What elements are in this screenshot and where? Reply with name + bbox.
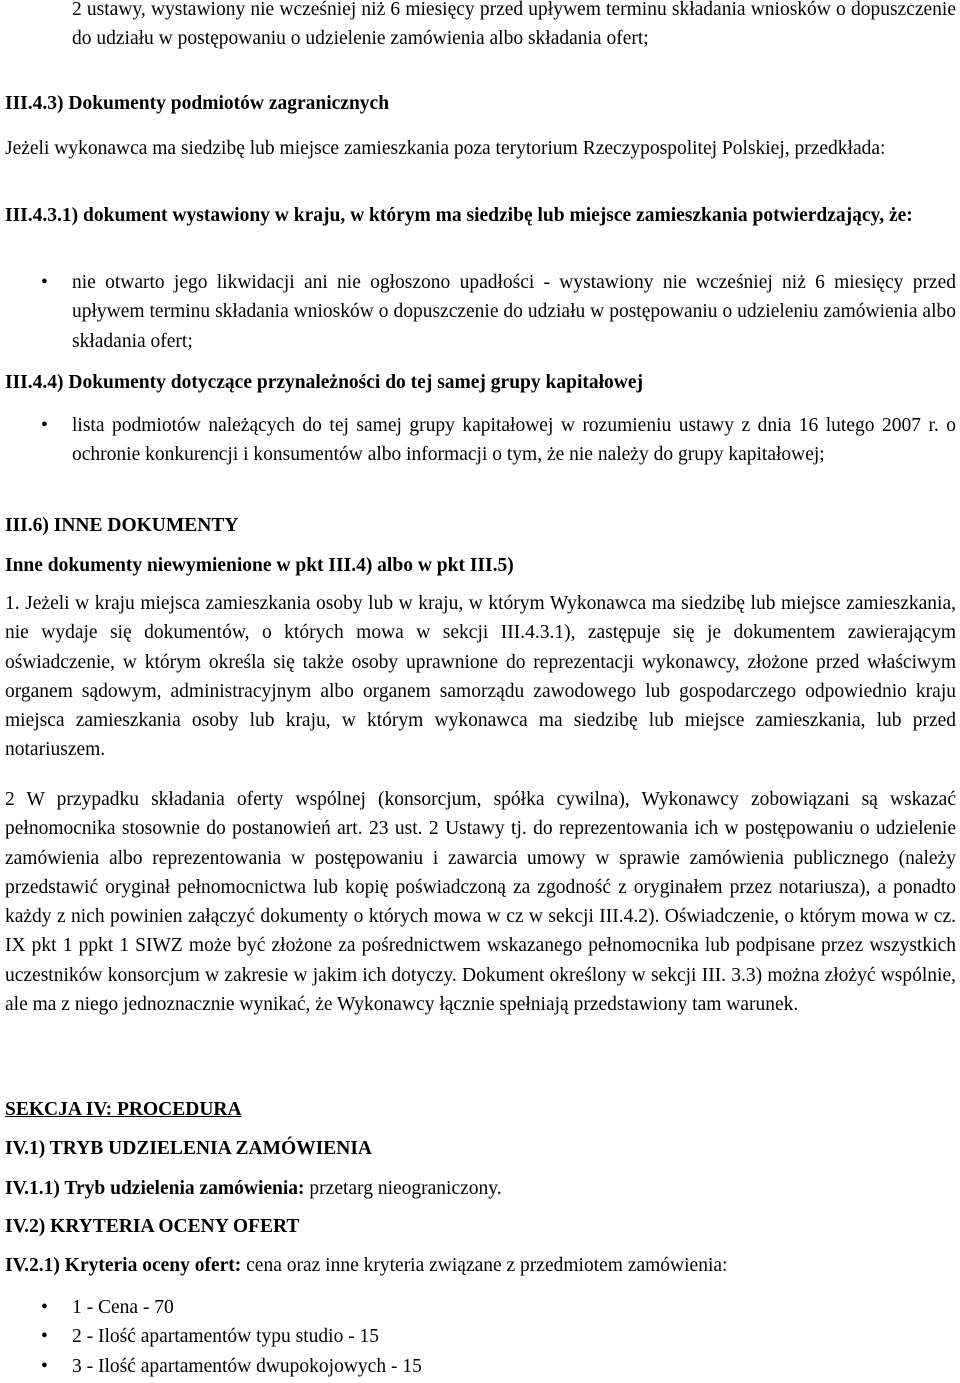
criteria-list (5, 1293, 956, 1381)
sub-heading-iii-4-3-1: III.4.3.1) dokument wystawiony w kraju, w którym ma siedzibę lub miejsce zamieszkania potwierdzający, że: (5, 205, 913, 226)
bullet-list-iii-4-4 (5, 411, 956, 470)
label-iv-2-1: IV.2.1) Kryteria oceny ofert: (5, 1255, 242, 1276)
section-heading-iii-4-3: III.4.3) Dokumenty podmiotów zagranicznych (5, 93, 390, 114)
paragraph-point-1: 1. Jeżeli w kraju miejsca zamieszkania osoby lub w kraju, w którym Wykonawca ma siedzibę lub miejsce zamieszkania, nie wydaje się dokumentów, o których mowa w sekcji III.4.3.1), zastępuje się je dokumentem zawierającym oświadczenie, w którym określa się także osoby uprawnione do reprezentacji wykonawcy, złożone przed właściwym organem sądowym, administracyjnym albo organem samorządu zawodowego lub gospodarczego odpowiednio kraju miejsca zamieszkania osoby lub kraju, w którym wykonawca ma siedzibę lub miejsce zamieszkania, lub przed notariuszem. (5, 593, 956, 761)
value-iv-1-1: przetarg nieograniczony. (304, 1178, 502, 1199)
heading-iv-2: IV.2) KRYTERIA OCENY OFERT (5, 1216, 300, 1237)
paragraph-foreign-entities: Jeżeli wykonawca ma siedzibę lub miejsce zamieszkania poza terytorium Rzeczypospolitej Polskiej, przedkłada: (5, 138, 886, 159)
list-item: • nie otwarto jego likwidacji ani nie ogłoszono upadłości - wystawiony nie wcześniej niż 6 miesięcy przed upływem terminu składania wniosków o dopuszczenie do udziału w postępowaniu o udzieleniu zamówienia albo składania ofert; (5, 268, 956, 356)
label-iv-1-1: IV.1.1) Tryb udzielenia zamówienia: (5, 1178, 305, 1199)
list-item: • 2 - Ilość apartamentów typu studio - 15 (5, 1322, 956, 1351)
paragraph-point-2: 2 W przypadku składania oferty wspólnej (konsorcjum, spółka cywilna), Wykonawcy zobowiązani są wskazać pełnomocnika stosownie do postanowień art. 23 ust. 2 Ustawy tj. do reprezentowania ich w postępowaniu o udzielenie zamówienia albo reprezentowania w postępowaniu i zawarcia umowy w sprawie zamówienia publicznego (należy przedstawić oryginał pełnomocnictwa lub kopię poświadczoną za zgodność z oryginałem przez notariusza), a ponadto każdy z nich powinien załączyć dokumenty o których mowa w cz w sekcji III.4.2). Oświadczenie, o którym mowa w cz. IX pkt 1 ppkt 1 SIWZ może być złożone za pośrednictwem wskazanego pełnomocnika lub podpisane przez wszystkich uczestników konsorcjum w zakresie w jakim ich dotyczy. Dokument określony w sekcji III. 3.3) można złożyć wspólnie, ale ma z niego jednoznacznie wynikać, że Wykonawcy łącznie spełniają przedstawiony tam warunek. (5, 789, 956, 1016)
list-item: • 1 - Cena - 70 (5, 1293, 956, 1322)
section-heading-iii-6: III.6) INNE DOKUMENTY (5, 515, 239, 536)
line-iv-1-1 (5, 1174, 502, 1203)
heading-iv-1: IV.1) TRYB UDZIELENIA ZAMÓWIENIA (5, 1138, 373, 1159)
list-item: • 3 - Ilość apartamentów dwupokojowych - 15 (5, 1352, 956, 1381)
sub-heading-other-documents: Inne dokumenty niewymienione w pkt III.4) albo w pkt III.5) (5, 555, 514, 576)
intro-paragraph: 2 ustawy, wystawiony nie wcześniej niż 6 miesięcy przed upływem terminu składania wniosków o dopuszczenie do udziału w postępowaniu o udzielenie zamówienia albo składania ofert; (72, 0, 956, 50)
value-iv-2-1: cena oraz inne kryteria związane z przedmiotem zamówienia: (241, 1255, 728, 1276)
list-item: • lista podmiotów należących do tej samej grupy kapitałowej w rozumieniu ustawy z dnia 16 lutego 2007 r. o ochronie konkurencji i konsumentów albo informacji o tym, że nie należy do grupy kapitałowej; (5, 411, 956, 470)
section-heading-iii-4-4: III.4.4) Dokumenty dotyczące przynależności do tej samej grupy kapitałowej (5, 372, 644, 393)
bullet-list-iii-4-3-1 (5, 268, 956, 356)
section-heading-iv: SEKCJA IV: PROCEDURA (5, 1099, 242, 1120)
line-iv-2-1 (5, 1251, 727, 1280)
